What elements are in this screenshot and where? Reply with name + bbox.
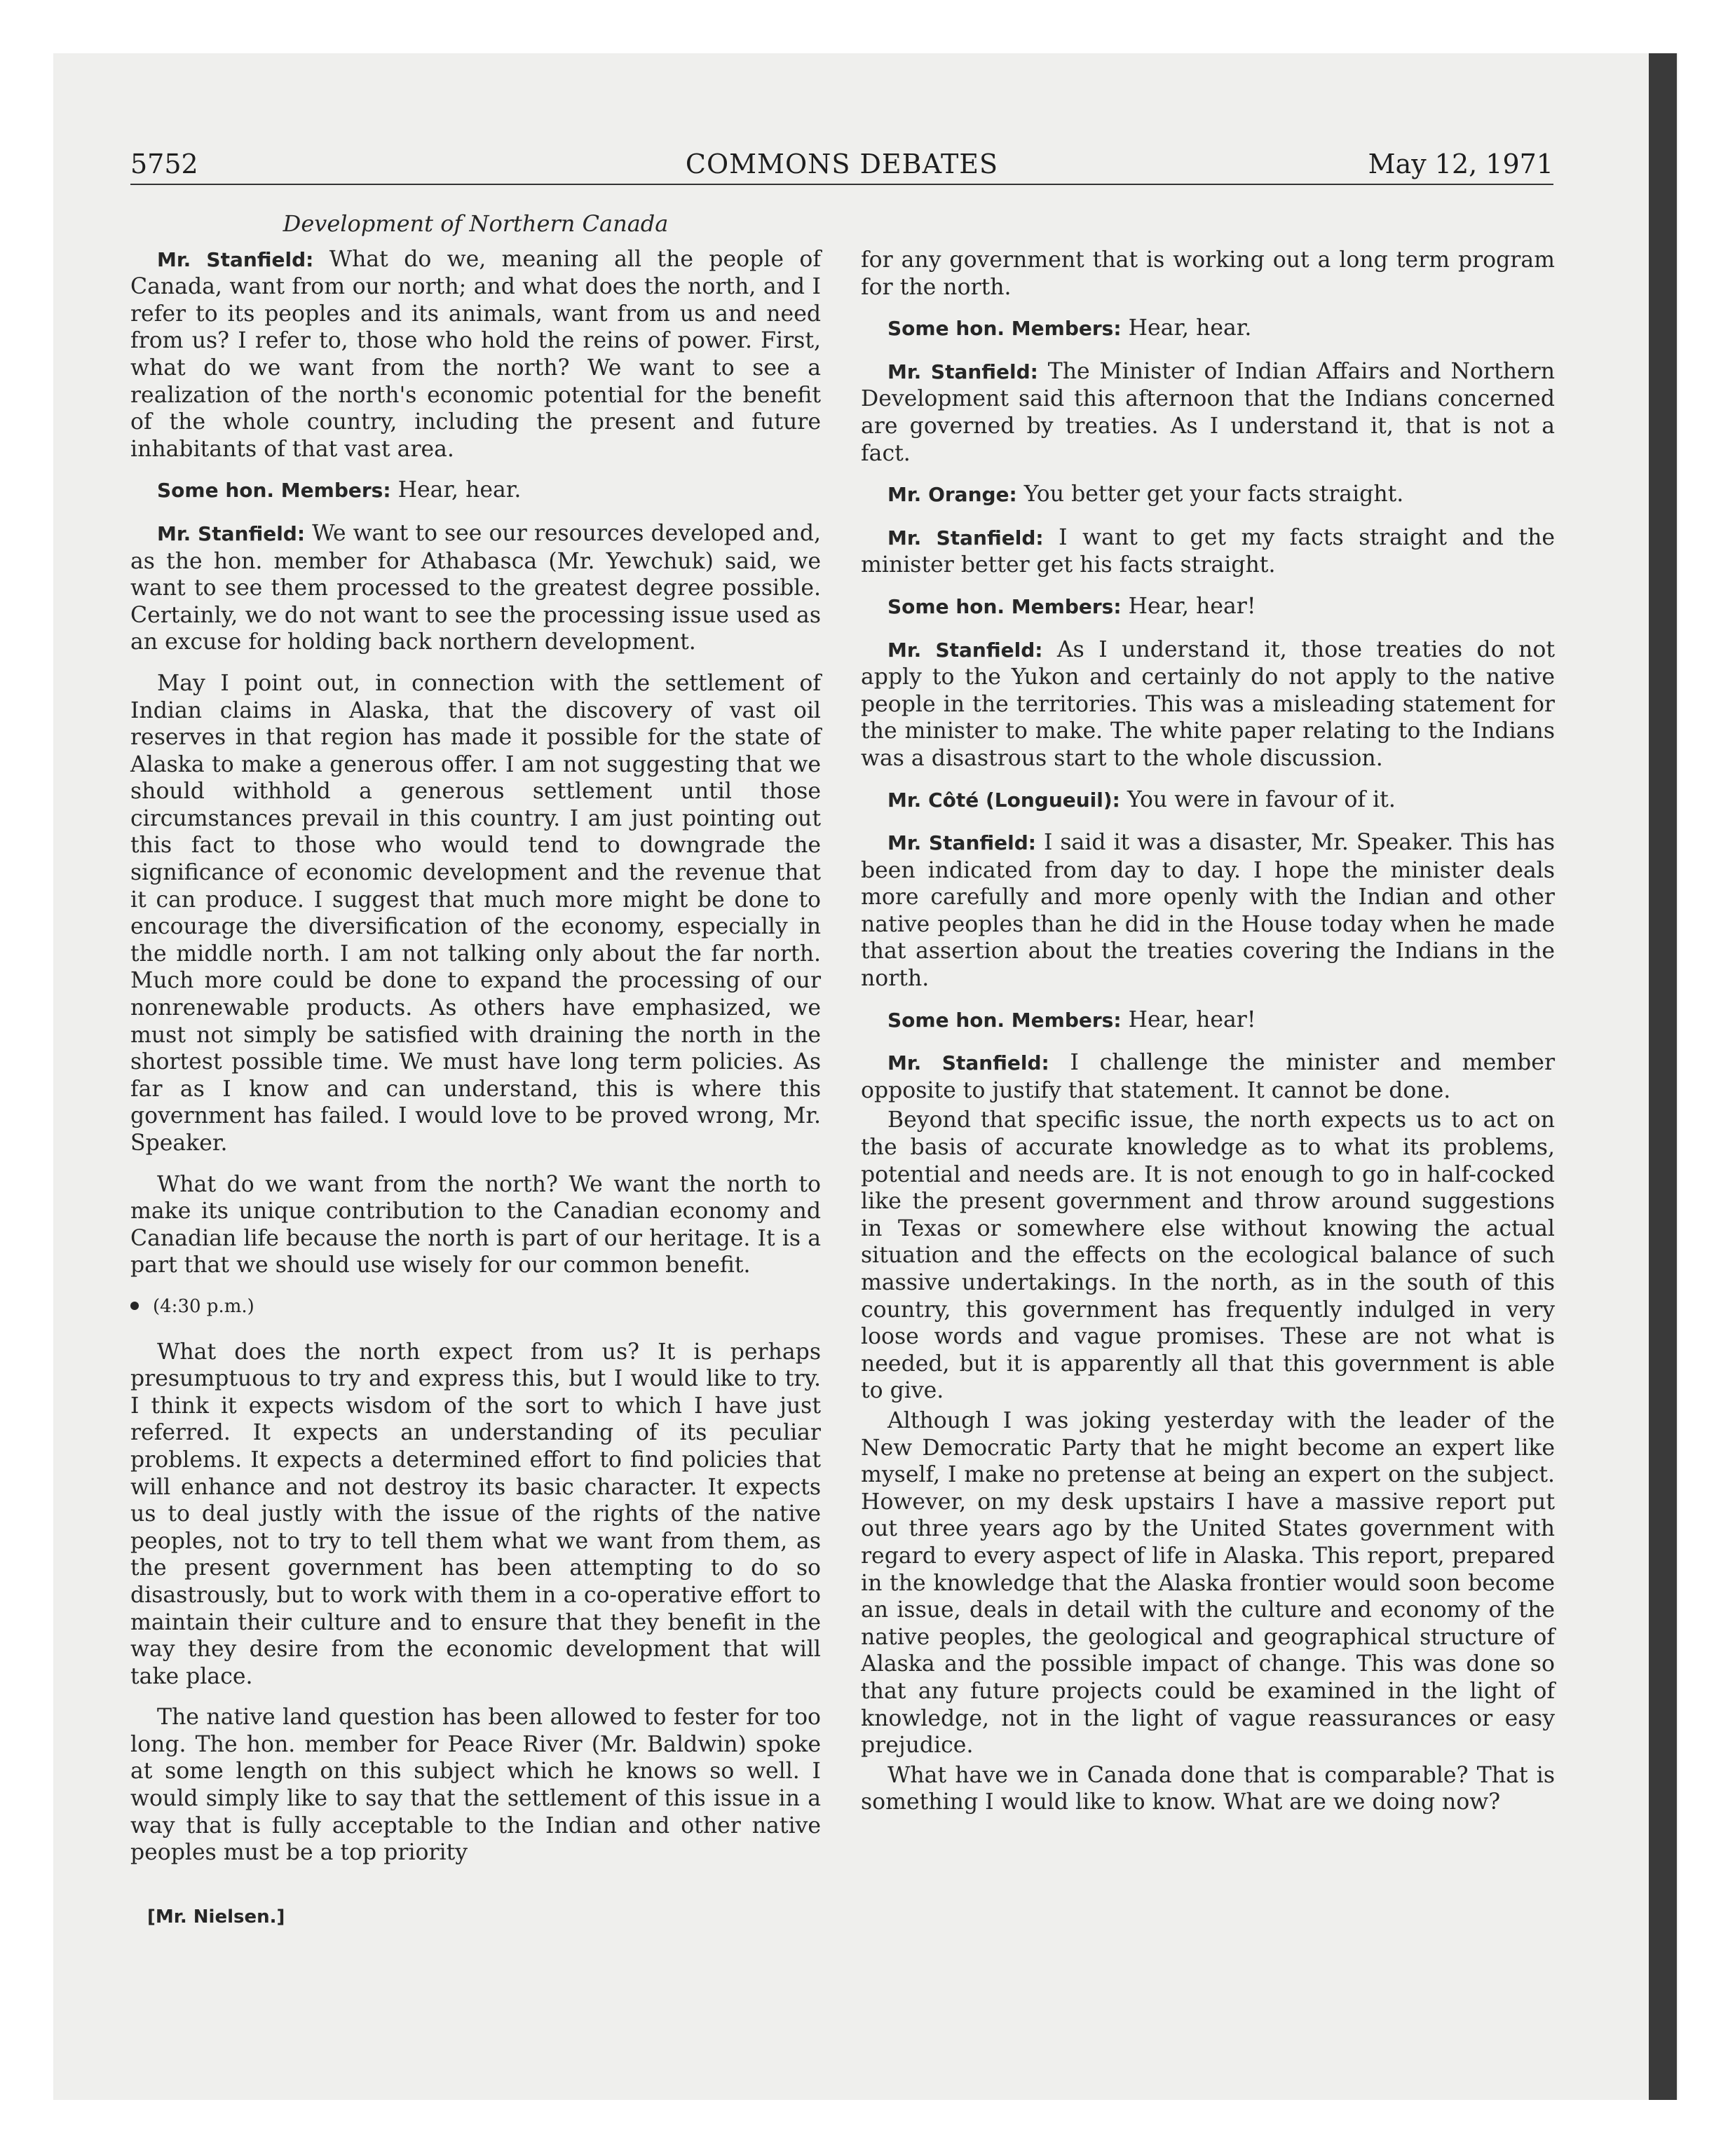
paragraph <box>130 1171 821 1279</box>
section-title: Development of Northern Canada <box>283 210 669 237</box>
paragraph-text: What have we in Canada done that is comparable? That is something I would like to know. What are we doing now? <box>861 1762 1555 1815</box>
paragraph <box>861 786 1555 814</box>
paragraph <box>861 1049 1555 1104</box>
paragraph-text: What does the north expect from us? It is perhaps presumptuous to try and express this, but I would like to try. I think it expects wisdom of the sort to which I have just referred. It expects an understanding of its peculiar problems. It expects a determined effort to find policies that will enhance and not destroy its basic character. It expects us to deal justly with the issue of the rights of the native peoples, not to try to tell them what we want from them, as the present government has been attempting to do so disastrously, but to work with them in a co-operative effort to maintain their culture and to ensure that they benefit in the way they desire from the economic development that will take place. <box>130 1339 821 1689</box>
scan-edge-bar <box>1649 53 1677 2100</box>
paragraph-text: I said it was a disaster, Mr. Speaker. This has been indicated from day to day. I hope the minister deals more carefully and more openly with the Indian and other native peoples than he did in the House today when he made that assertion about the treaties covering the Indians in the north. <box>861 830 1556 992</box>
paragraph-text: for any government that is working out a long term program for the north. <box>861 247 1555 300</box>
paragraph-text: I challenge the minister and member opposite to justify that statement. It cannot be done. <box>861 1050 1556 1103</box>
paragraph-text: What do we, meaning all the people of Canada, want from our north; and what does the north, and I refer to its peoples and its animals, want from us and need from us? I refer to, those who hold the reins of power. First, what do we want from the north? We want to see a realization of the north's economic potential for the benefit of the whole country, including the present and future inhabitants of that vast area. <box>130 246 821 462</box>
paragraph <box>861 1407 1555 1759</box>
paragraph-text: The native land question has been allowed to fester for too long. The hon. member for Peace River (Mr. Baldwin) spoke at some length on this subject which he knows so well. I would simply like to say that the settlement of this issue in a way that is fully acceptable to the Indian and other native peoples must be a top priority <box>130 1705 821 1866</box>
paragraph <box>861 247 1555 301</box>
publication-title: COMMONS DEBATES <box>685 149 999 179</box>
speaker-name: Mr. Stanfield: <box>887 526 1044 550</box>
footer-speaker-note: [Mr. Nielsen.] <box>147 1906 285 1928</box>
speaker-name: Mr. Stanfield: <box>887 360 1038 383</box>
speaker-name: Mr. Stanfield: <box>887 831 1036 855</box>
paragraph <box>861 636 1555 772</box>
paragraph <box>861 524 1555 579</box>
paragraph-text: Hear, hear. <box>397 477 522 503</box>
speaker-name: Mr. Orange: <box>887 483 1017 507</box>
paragraph-text: What do we want from the north? We want the north to make its unique contribution to the Canadian economy and Canadian life because the north is part of our heritage. It is a part that we should use wisely for our common benefit. <box>130 1171 821 1278</box>
right-column <box>861 247 1555 1830</box>
paragraph-text: Hear, hear! <box>1128 593 1256 619</box>
paragraph <box>861 358 1555 467</box>
paragraph-text: I want to get my facts straight and the minister better get his facts straight. <box>861 524 1556 578</box>
paragraph-text: We want to see our resources developed and, as the hon. member for Athabasca (Mr. Yewchuk) said, we want to see them processed to the greatest degree possible. Certainly, we do not want to see the processing issue used as an excuse for holding back northern development. <box>130 520 822 655</box>
paragraph <box>130 670 821 1157</box>
paragraph <box>861 593 1555 621</box>
page-number: 5752 <box>130 149 198 179</box>
time-marker-text: (4:30 p.m.) <box>153 1295 254 1317</box>
speaker-name: Mr. Stanfield: <box>887 638 1043 662</box>
paragraph-text: Hear, hear. <box>1128 315 1252 341</box>
paragraph-text: Although I was joking yesterday with the leader of the New Democratic Party that he might become an expert like myself, I make no pretense at being an expert on the subject. However, on my desk upstairs I have a massive report put out three years ago by the United States government with regard to every aspect of life in Alaska. This report, prepared in the knowledge that the Alaska frontier would soon become an issue, deals in detail with the culture and economy of the native peoples, the geological and geographical structure of Alaska and the possible impact of change. This was done so that any future projects could be examined in the light of knowledge, not in the light of vague reassurances or easy prejudice. <box>861 1407 1555 1759</box>
paragraph <box>861 315 1555 343</box>
time-marker <box>130 1293 821 1321</box>
left-column <box>130 210 821 1881</box>
speaker-name: Mr. Stanfield: <box>887 1051 1049 1075</box>
paragraph-text: Beyond that specific issue, the north expects us to act on the basis of accurate knowledge as to what its problems, potential and needs are. It is not enough to go in half-cocked like the present government and throw around suggestions in Texas or somewhere else without knowing the actual situation and the effects on the ecological balance of such massive undertakings. In the north, as in the south of this country, this government has frequently indulged in very loose words and vague promises. These are not what is needed, but it is apparently all that this government is able to give. <box>861 1107 1555 1404</box>
paragraph <box>130 520 821 656</box>
speaker-name: Some hon. Members: <box>887 317 1122 341</box>
paragraph-text: Hear, hear! <box>1128 1007 1256 1032</box>
paragraph <box>861 1762 1555 1816</box>
paragraph <box>861 1007 1555 1035</box>
paragraph <box>130 1704 821 1867</box>
paragraph <box>130 246 821 463</box>
speaker-name: Some hon. Members: <box>157 479 391 503</box>
paragraph <box>861 481 1555 509</box>
speaker-name: Mr. Stanfield: <box>157 521 306 545</box>
page-header <box>130 147 1553 185</box>
paragraph <box>861 1107 1555 1405</box>
speaker-name: Mr. Stanfield: <box>157 247 314 271</box>
paragraph <box>861 829 1555 992</box>
publication-date: May 12, 1971 <box>1368 149 1553 179</box>
paragraph <box>130 1339 821 1691</box>
paragraph-text: The Minister of Indian Affairs and Northern Development said this afternoon that the Indians concerned are governed by treaties. As I understand it, that is not a fact. <box>861 358 1556 466</box>
paragraph-text: You better get your facts straight. <box>1023 482 1404 507</box>
paragraph-text: As I understand it, those treaties do not apply to the Yukon and certainly do not apply to the native people in the territories. This was a misleading statement for the minister to make. The white paper relating to the Indians was a disastrous start to the whole discussion. <box>861 636 1556 771</box>
paragraph-text: May I point out, in connection with the settlement of Indian claims in Alaska, that the discovery of vast oil reserves in that region has made it possible for the state of Alaska to make a generous offer. I am not suggesting that we should withhold a generous settlement until those circumstances prevail in this country. I am just pointing out this fact to those who would tend to downgrade the significance of economic development and the revenue that it can produce. I suggest that much more might be done to encourage the diversification of the economy, especially in the middle north. I am not talking only about the far north. Much more could be done to expand the processing of our nonrenewable products. As others have emphasized, we must not simply be satisfied with draining the north in the shortest possible time. We must have long term policies. As far as I know and can understand, this is where this government has failed. I would love to be proved wrong, Mr. Speaker. <box>130 670 821 1156</box>
speaker-name: Mr. Côté (Longueuil): <box>887 788 1120 812</box>
bullet-icon <box>130 1302 139 1310</box>
speaker-name: Some hon. Members: <box>887 1008 1122 1032</box>
speaker-name: Some hon. Members: <box>887 594 1122 618</box>
paragraph <box>130 477 821 505</box>
paragraph-text: You were in favour of it. <box>1127 786 1396 812</box>
